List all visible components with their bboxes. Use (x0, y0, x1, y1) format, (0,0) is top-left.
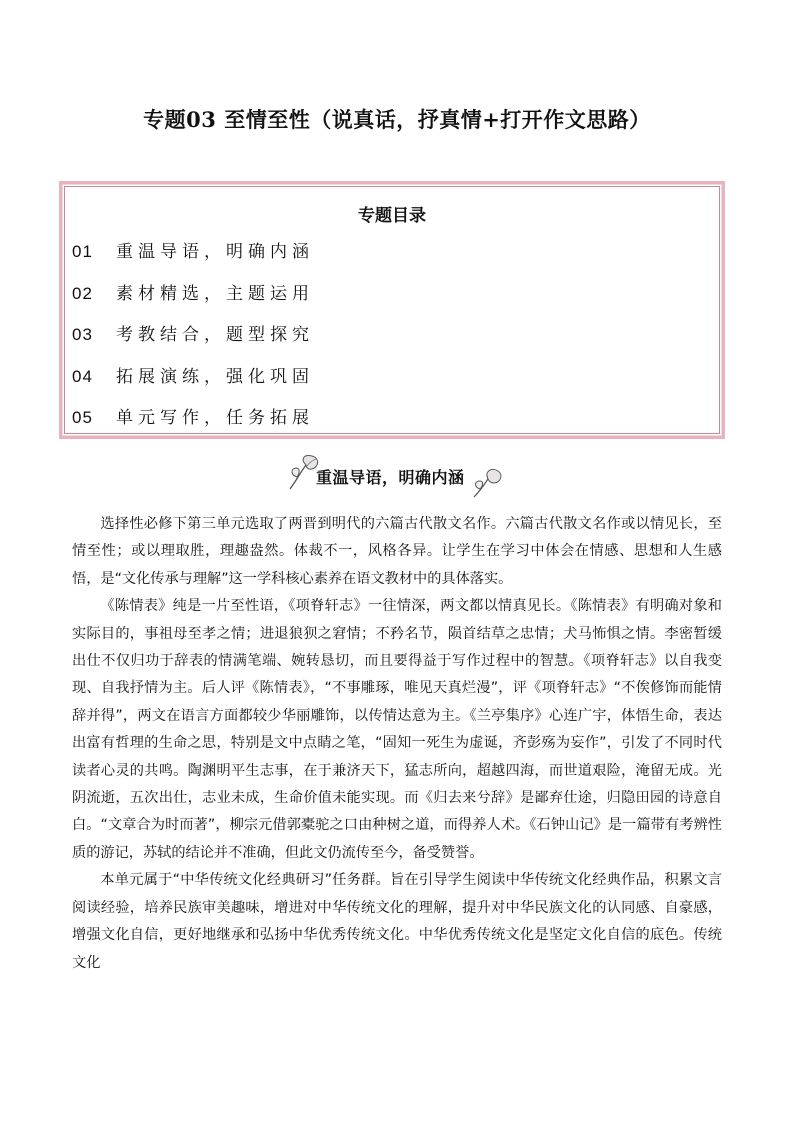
toc-item-label: 考教结合，题型探究 (116, 325, 314, 345)
toc-item (72, 237, 314, 262)
toc-item (72, 362, 314, 387)
section-header (286, 453, 508, 499)
toc-item-label: 素材精选，主题运用 (116, 284, 314, 304)
toc-item-number: 01 (72, 242, 93, 261)
section-title: 重温导语，明确内涵 (316, 468, 465, 487)
toc-item (72, 403, 314, 428)
toc-item-number: 05 (72, 408, 93, 427)
toc-item-label: 单元写作，任务拓展 (116, 408, 314, 428)
toc-item-label: 重温导语，明确内涵 (116, 242, 314, 262)
toc-item (72, 279, 314, 304)
toc-item-label: 拓展演练，强化巩固 (116, 367, 314, 387)
paragraph: 选择性必修下第三单元选取了两晋到明代的六篇古代散文名作。六篇古代散文名作或以情见长，至情至性；或以理取胜，理趣盎然。体裁不一，风格各异。让学生在学习中体会在情感、思想和人生感悟，是“文化传承与理解”这一学科核心素养在语文教材中的具体落实。 (72, 516, 722, 587)
toc-item-number: 02 (72, 284, 93, 303)
paragraph: 《陈情表》纯是一片至性语，《项脊轩志》一往情深，两文都以情真见长。《陈情表》有明确对象和实际目的，事祖母至孝之情；进退狼狈之窘情；不矜名节，陨首结草之忠情；犬马怖惧之情。李密暂缓出仕不仅归功于辞表的情满笔端、婉转恳切，而且要得益于写作过程中的智慧。《项脊轩志》以自我变现、自我抒情为主。后人评《陈情表》，“不事雕琢，唯见天真烂漫”，评《项脊轩志》“不俟修饰而能情辞并得”，两文在语言方面都较少华丽雕饰，以传情达意为主。《兰亭集序》心连广宇，体悟生命，表达出富有哲理的生命之思，特别是文中点睛之笔，“固知一死生为虚诞，齐彭殇为妄作”，引发了不同时代读者心灵的共鸣。陶渊明平生志事，在于兼济天下，猛志所向，超越四海，而世道艰险，淹留无成。光阴流逝，五次出仕，志业未成，生命价值未能实现。而《归去来兮辞》是鄙弃仕途，归隐田园的诗意自白。“文章合为时而著”，柳宗元借郭橐驼之口由种树之道，而得养人术。《石钟山记》是一篇带有考辨性质的游记，苏轼的结论并不准确，但此文仍流传至今，备受赞誉。 (72, 598, 722, 861)
toc-item-number: 04 (72, 367, 93, 386)
toc-item (72, 320, 314, 345)
document-title: 专题03 至情至性（说真话，抒真情+打开作文思路） (143, 107, 651, 132)
flower-leaf-icon (472, 467, 506, 499)
toc-item-number: 03 (72, 325, 93, 344)
body-text (72, 511, 722, 977)
table-of-contents (59, 181, 725, 439)
toc-heading: 专题目录 (358, 206, 426, 226)
paragraph: 本单元属于“中华传统文化经典研习”任务群。旨在引导学生阅读中华传统文化经典作品，积累文言阅读经验，培养民族审美趣味，增进对中华传统文化的理解，提升对中华民族文化的认同感、自豪感，增强文化自信，更好地继承和弘扬中华优秀传统文化。中华优秀传统文化是坚定文化自信的底色。传统文化 (72, 872, 722, 971)
